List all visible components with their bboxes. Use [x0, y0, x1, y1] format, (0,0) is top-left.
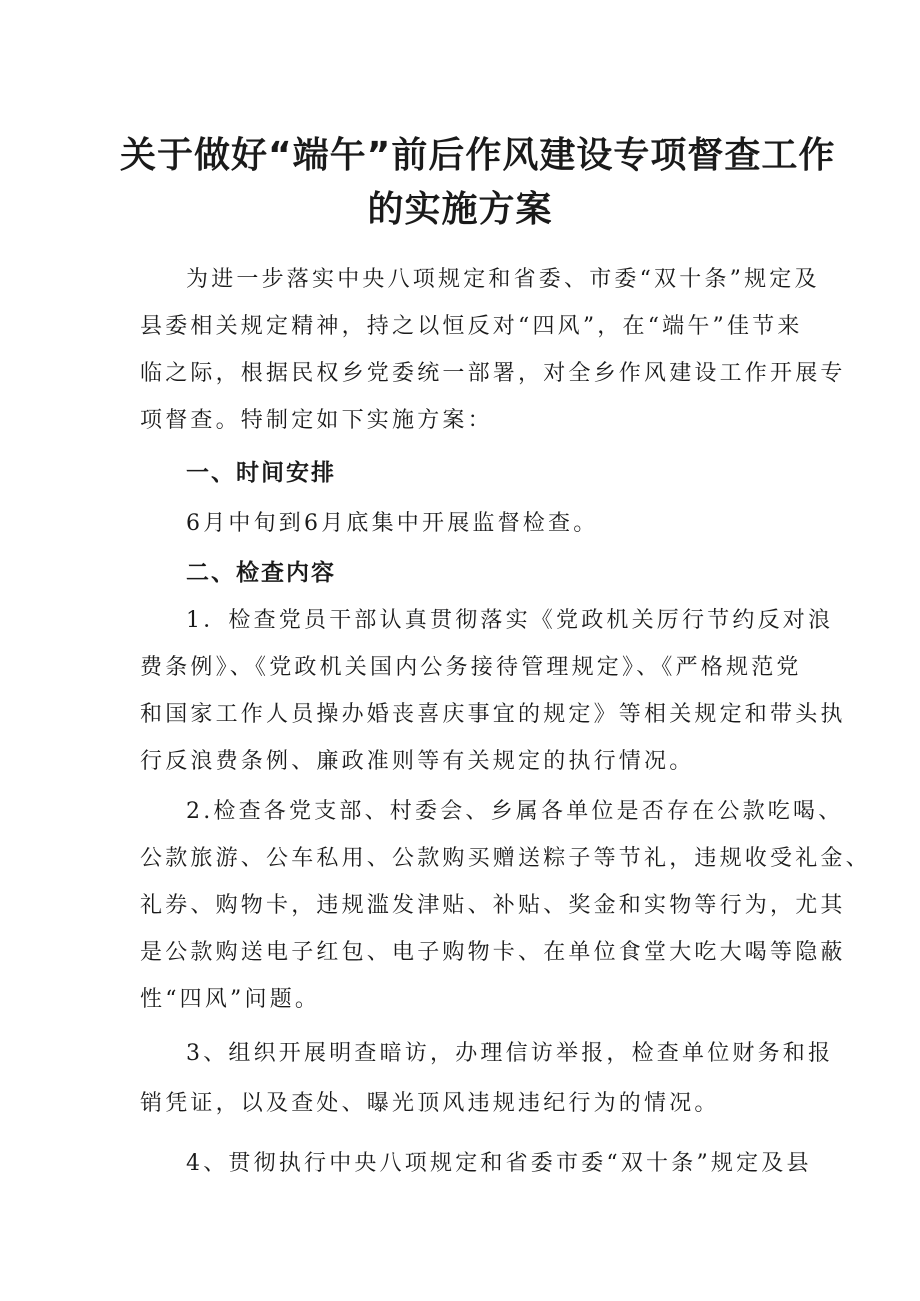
intro-line: 临之际，根据民权乡党委统一部署，对全乡作风建设工作开展专 [140, 361, 846, 386]
item1-line: 和国家工作人员操办婚丧喜庆事宜的规定》等相关规定和带头执 [140, 702, 846, 727]
intro-line: 项督查。特制定如下实施方案： [140, 408, 493, 433]
section-heading-time: 一、时间安排 [186, 460, 336, 486]
item2-line: 性“四风”问题。 [140, 987, 321, 1012]
section-text-time: 6月中旬到6月底集中开展监督检查。 [186, 511, 599, 536]
item1-line: 行反浪费条例、廉政准则等有关规定的执行情况。 [140, 749, 695, 774]
section-heading-content: 二、检查内容 [186, 560, 336, 586]
document-title-line-1: 关于做好“端午”前后作风建设专项督查工作 [120, 135, 836, 176]
intro-line: 为进一步落实中央八项规定和省委、市委“双十条”规定及 [186, 267, 820, 292]
item3-line: 3、组织开展明查暗访，办理信访举报，检查单位财务和报 [186, 1041, 834, 1066]
item1-line: 1．检查党员干部认真贯彻落实《党政机关厉行节约反对浪 [186, 608, 834, 633]
item2-line: 2.检查各党支部、村委会、乡属各单位是否存在公款吃喝、 [186, 799, 844, 824]
item1-line: 费条例》、《党政机关国内公务接待管理规定》、《严格规范党 [140, 655, 802, 680]
item2-line: 是公款购送电子红包、电子购物卡、在单位食堂大吃大喝等隐蔽 [140, 940, 846, 965]
document-title-line-2: 的实施方案 [367, 189, 553, 230]
item2-line: 礼券、购物卡，违规滥发津贴、补贴、奖金和实物等行为，尤其 [140, 893, 846, 918]
intro-line: 县委相关规定精神，持之以恒反对“四风”，在“端午”佳节来 [140, 314, 803, 339]
item3-line: 销凭证，以及查处、曝光顶风违规违纪行为的情况。 [140, 1091, 720, 1116]
item4-line: 4、贯彻执行中央八项规定和省委市委“双十条”规定及县 [186, 1151, 812, 1176]
item2-line: 公款旅游、公车私用、公款购买赠送粽子等节礼，违规收受礼金、 [140, 846, 871, 871]
